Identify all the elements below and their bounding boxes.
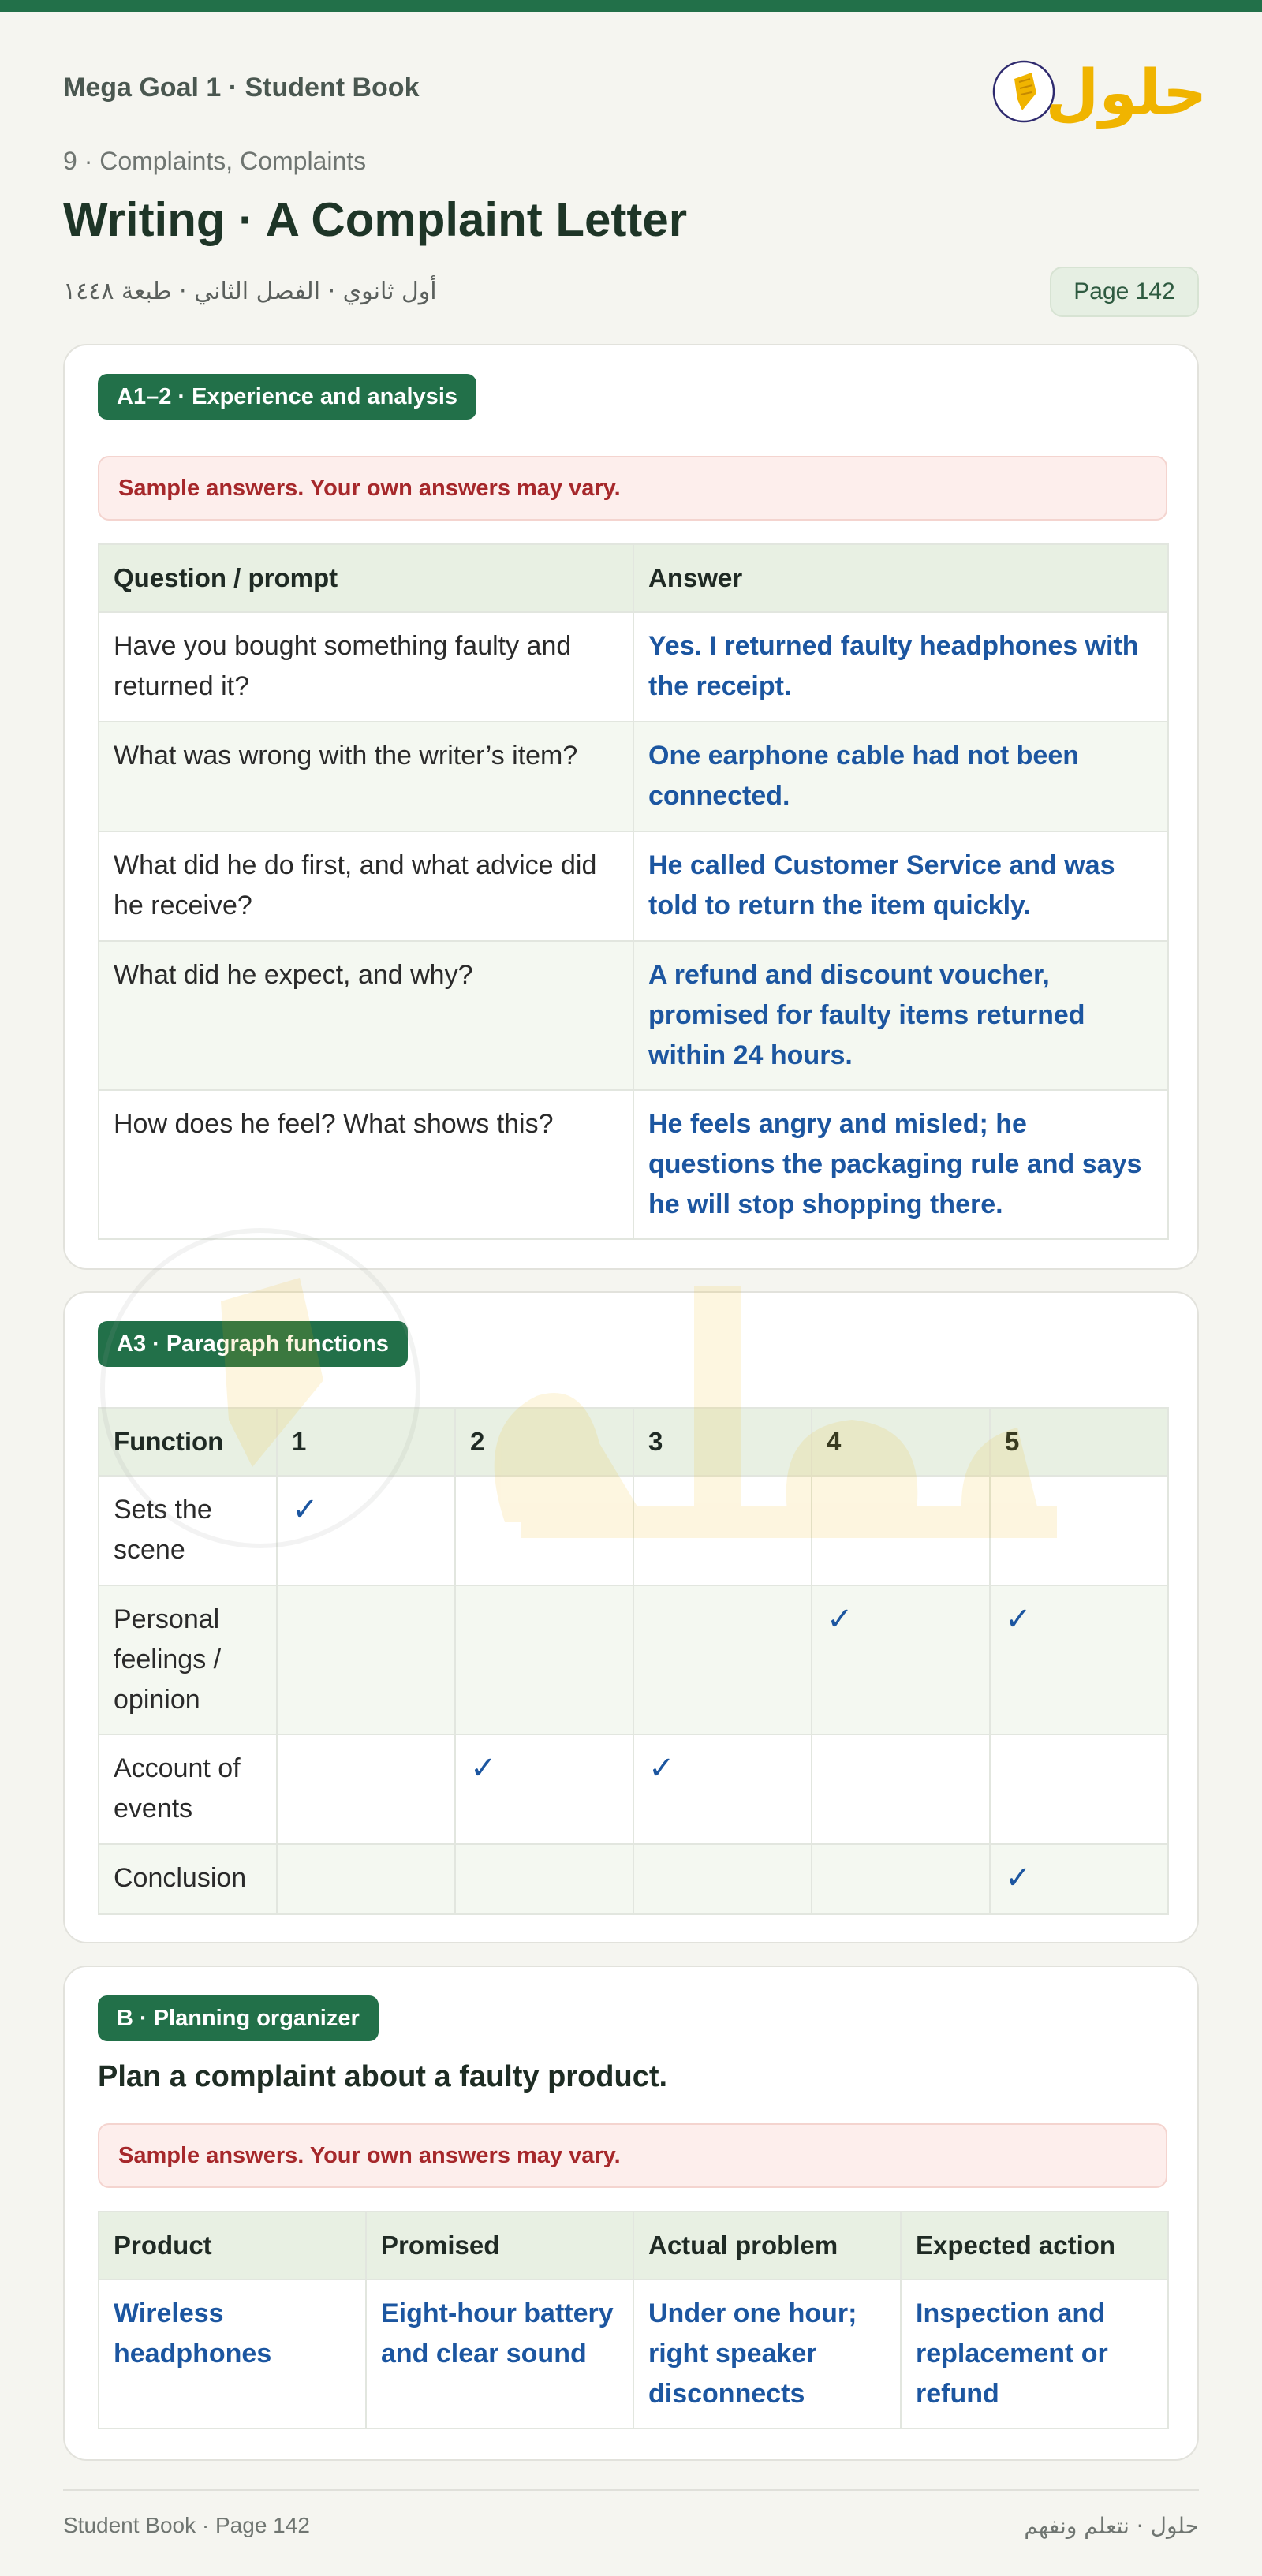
check-cell xyxy=(277,1734,455,1844)
function-label: Account of events xyxy=(99,1734,277,1844)
column-header: 2 xyxy=(455,1408,633,1476)
check-cell xyxy=(812,1476,990,1585)
paragraph-functions-card xyxy=(63,1291,1199,1943)
check-mark-icon: ✓ xyxy=(633,1734,812,1844)
column-header: Answer xyxy=(633,544,1168,612)
table-row xyxy=(99,831,1168,941)
check-cell xyxy=(455,1476,633,1585)
function-label: Sets the scene xyxy=(99,1476,277,1585)
answer-cell: A refund and discount voucher, promised for faulty items returned within 24 hours. xyxy=(633,941,1168,1090)
table-row xyxy=(99,2279,1168,2429)
column-header: 3 xyxy=(633,1408,812,1476)
planning-heading: Plan a complaint about a faulty product. xyxy=(98,2060,668,2093)
answer-cell: He feels angry and misled; he questions the packaging rule and says he will stop shopping there. xyxy=(633,1090,1168,1239)
column-header: Question / prompt xyxy=(99,544,633,612)
footer-divider xyxy=(63,2489,1199,2491)
section-badge: A3 · Paragraph functions xyxy=(98,1321,408,1367)
check-cell xyxy=(633,1844,812,1914)
sample-answers-note: Sample answers. Your own answers may vary. xyxy=(98,456,1167,521)
column-header: 1 xyxy=(277,1408,455,1476)
check-cell xyxy=(812,1844,990,1914)
question-cell: What did he do first, and what advice did he receive? xyxy=(99,831,633,941)
table-row xyxy=(99,1585,1168,1734)
check-cell xyxy=(633,1585,812,1734)
section-badge: B · Planning organizer xyxy=(98,1995,379,2041)
check-cell xyxy=(277,1585,455,1734)
expected-action-cell: Inspection and replacement or refund xyxy=(901,2279,1168,2429)
table-row xyxy=(99,1734,1168,1844)
column-header: Promised xyxy=(366,2212,633,2279)
logo-text: حلول xyxy=(1045,58,1208,129)
table-row xyxy=(99,612,1168,722)
check-cell xyxy=(277,1844,455,1914)
check-mark-icon: ✓ xyxy=(455,1734,633,1844)
functions-table xyxy=(98,1407,1169,1915)
question-cell: How does he feel? What shows this? xyxy=(99,1090,633,1239)
top-accent-bar xyxy=(0,0,1262,12)
planning-table xyxy=(98,2211,1169,2429)
table-row xyxy=(99,1844,1168,1914)
sample-answers-note: Sample answers. Your own answers may vary. xyxy=(98,2123,1167,2188)
section-badge: A1–2 · Experience and analysis xyxy=(98,374,476,420)
footer-brand: حلول · نتعلم ونفهم xyxy=(1024,2513,1199,2539)
table-header-row xyxy=(99,2212,1168,2279)
actual-problem-cell: Under one hour; right speaker disconnects xyxy=(633,2279,901,2429)
function-label: Conclusion xyxy=(99,1844,277,1914)
check-cell xyxy=(990,1734,1168,1844)
check-cell xyxy=(633,1476,812,1585)
check-cell xyxy=(455,1844,633,1914)
planning-organizer-card xyxy=(63,1966,1199,2461)
table-header-row xyxy=(99,544,1168,612)
table-row xyxy=(99,722,1168,831)
page-number-badge: Page 142 xyxy=(1050,267,1199,317)
answer-cell: He called Customer Service and was told to return the item quickly. xyxy=(633,831,1168,941)
product-cell: Wireless headphones xyxy=(99,2279,366,2429)
function-label: Personal feelings / opinion xyxy=(99,1585,277,1734)
answer-cell: Yes. I returned faulty headphones with the receipt. xyxy=(633,612,1168,722)
question-cell: Have you bought something faulty and returned it? xyxy=(99,612,633,722)
analysis-table xyxy=(98,543,1169,1240)
unit-line: 9 · Complaints, Complaints xyxy=(63,147,367,175)
answer-cell: One earphone cable had not been connected. xyxy=(633,722,1168,831)
footer-page-label: Student Book · Page 142 xyxy=(63,2513,310,2537)
arabic-subtitle: أول ثانوي · الفصل الثاني · طبعة ١٤٤٨ xyxy=(63,278,437,305)
column-header: Product xyxy=(99,2212,366,2279)
column-header: 5 xyxy=(990,1408,1168,1476)
question-cell: What did he expect, and why? xyxy=(99,941,633,1090)
check-mark-icon: ✓ xyxy=(812,1585,990,1734)
column-header: Expected action xyxy=(901,2212,1168,2279)
table-row xyxy=(99,941,1168,1090)
table-row xyxy=(99,1090,1168,1239)
column-header: 4 xyxy=(812,1408,990,1476)
page-title: Writing · A Complaint Letter xyxy=(63,193,688,246)
question-cell: What was wrong with the writer’s item? xyxy=(99,722,633,831)
column-header: Actual problem xyxy=(633,2212,901,2279)
promised-cell: Eight-hour battery and clear sound xyxy=(366,2279,633,2429)
check-cell xyxy=(812,1734,990,1844)
column-header: Function xyxy=(99,1408,277,1476)
check-cell xyxy=(990,1476,1168,1585)
experience-analysis-card xyxy=(63,344,1199,1270)
check-cell xyxy=(455,1585,633,1734)
check-mark-icon: ✓ xyxy=(990,1844,1168,1914)
check-mark-icon: ✓ xyxy=(277,1476,455,1585)
book-title: Mega Goal 1 · Student Book xyxy=(63,73,420,103)
hulul-logo xyxy=(991,47,1208,134)
check-mark-icon: ✓ xyxy=(990,1585,1168,1734)
table-row xyxy=(99,1476,1168,1585)
table-header-row xyxy=(99,1408,1168,1476)
